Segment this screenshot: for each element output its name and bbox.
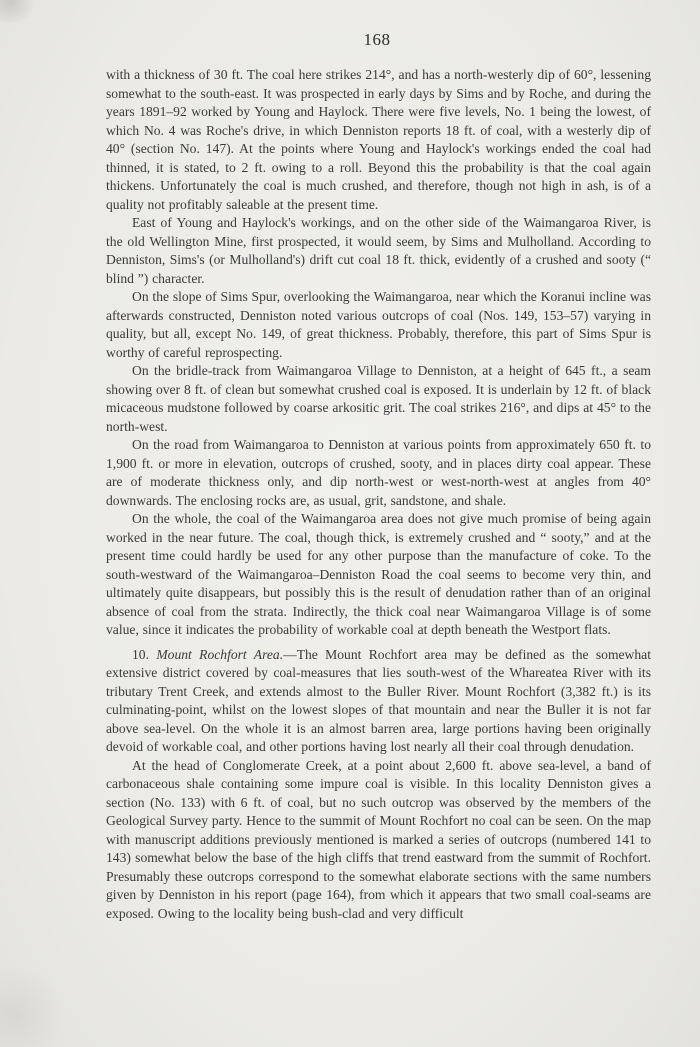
paragraph: On the whole, the coal of the Waimangaroa area does not give much promise of being again worked in the near future. The coal, though thick, is extremely crushed and “ sooty,” and at the present time could hardly be used for any other purpose than the manufacture of coke. To the south-westward of the Waimangaroa–Denniston Road the coal seems to become very thin, and ultimately quite disappears, but possibly this is the result of denudation rather than of an original absence of coal from the strata. Indirectly, the thick coal near Waimangaroa Village is of some value, since it indicates the probability of workable coal at depth beneath the Westport flats. bbox=[106, 511, 651, 637]
section-dash: — bbox=[283, 646, 297, 662]
section-paragraph-text: The Mount Rochfort area may be defined as the somewhat extensive district covered by coal-measures that lies south-west of the Whareatea River with its tributary Trent Creek, and extends almost to the Buller River. Mount Rochfort (3,382 ft.) is its culminating-point, whilst on the lowest slopes of that mountain and near the Buller it is not far above sea-level. On the whole it is an almost barren area, large portions having been originally devoid of workable coal, and other portions having lost nearly all their coal through denudation. bbox=[106, 646, 651, 754]
section-first-paragraph bbox=[106, 646, 651, 757]
section-heading: Mount Rochfort Area. bbox=[156, 646, 284, 662]
paragraph: East of Young and Haylock's workings, and on the other side of the Waimangaroa River, is the old Wellington Mine, first prospected, it would seem, by Sims and Mulholland. According to Denniston, Sims's (or Mulholland's) drift cut coal 18 ft. thick, evidently of a crushed and sooty (“ blind ”) character. bbox=[106, 215, 651, 286]
paper-stain bbox=[0, 960, 60, 1047]
page-number: 168 bbox=[363, 30, 391, 49]
paragraph: with a thickness of 30 ft. The coal here strikes 214°, and has a north-westerly dip of 60°, lessening somewhat to the south-east. It was prospected in early days by Sims and by Roche, and during the years 1891–92 worked by Young and Haylock. There were five levels, No. 1 being the lowest, of which No. 4 was Roche's drive, in which Denniston reports 18 ft. of coal, with a westerly dip of 40° (section No. 147). At the points where Young and Haylock's workings ended the coal had thinned, it is stated, to 2 ft. owing to a roll. Beyond this the probability is that the coal again thickens. Unfortunately the coal is much crushed, and therefore, though not high in ash, is of a quality not profitably saleable at the present time. bbox=[106, 67, 651, 212]
body-text bbox=[106, 66, 651, 923]
paragraph: On the bridle-track from Waimangaroa Village to Denniston, at a height of 645 ft., a seam showing over 8 ft. of clean but somewhat crushed coal is exposed. It is underlain by 12 ft. of black micaceous mudstone followed by coarse arkositic grit. The coal strikes 216°, and dips at 45° to the north-west. bbox=[106, 363, 651, 434]
section-number: 10. bbox=[132, 646, 149, 662]
paper-stain bbox=[0, 0, 40, 22]
paragraph: On the slope of Sims Spur, overlooking the Waimangaroa, near which the Koranui incline was afterwards constructed, Denniston noted various outcrops of coal (Nos. 149, 153–57) varying in quality, but all, except No. 149, of great thickness. Probably, therefore, this part of Sims Spur is worthy of careful reprospecting. bbox=[106, 289, 651, 360]
paragraph: On the road from Waimangaroa to Denniston at various points from approximately 650 ft. to 1,900 ft. or more in elevation, outcrops of crushed, sooty, and in places dirty coal appear. These are of moderate thickness only, and dip north-west or west-north-west at angles from 40° downwards. The enclosing rocks are, as usual, grit, sandstone, and shale. bbox=[106, 437, 651, 508]
paragraph: At the head of Conglomerate Creek, at a point about 2,600 ft. above sea-level, a band of carbonaceous shale containing some impure coal is visible. In this locality Denniston gives a section (No. 133) with 6 ft. of coal, but no such outcrop was observed by the members of the Geological Survey party. Hence to the summit of Mount Rochfort no coal can be seen. On the map with manuscript additions previously mentioned is marked a series of outcrops (numbered 141 to 143) somewhat below the base of the high cliffs that trend eastward from the summit of Rochfort. Presumably these outcrops correspond to the somewhat elaborate sections with the same numbers given by Denniston in his report (page 164), from which it appears that two small coal-seams are exposed. Owing to the locality being bush-clad and very difficult bbox=[106, 757, 651, 921]
